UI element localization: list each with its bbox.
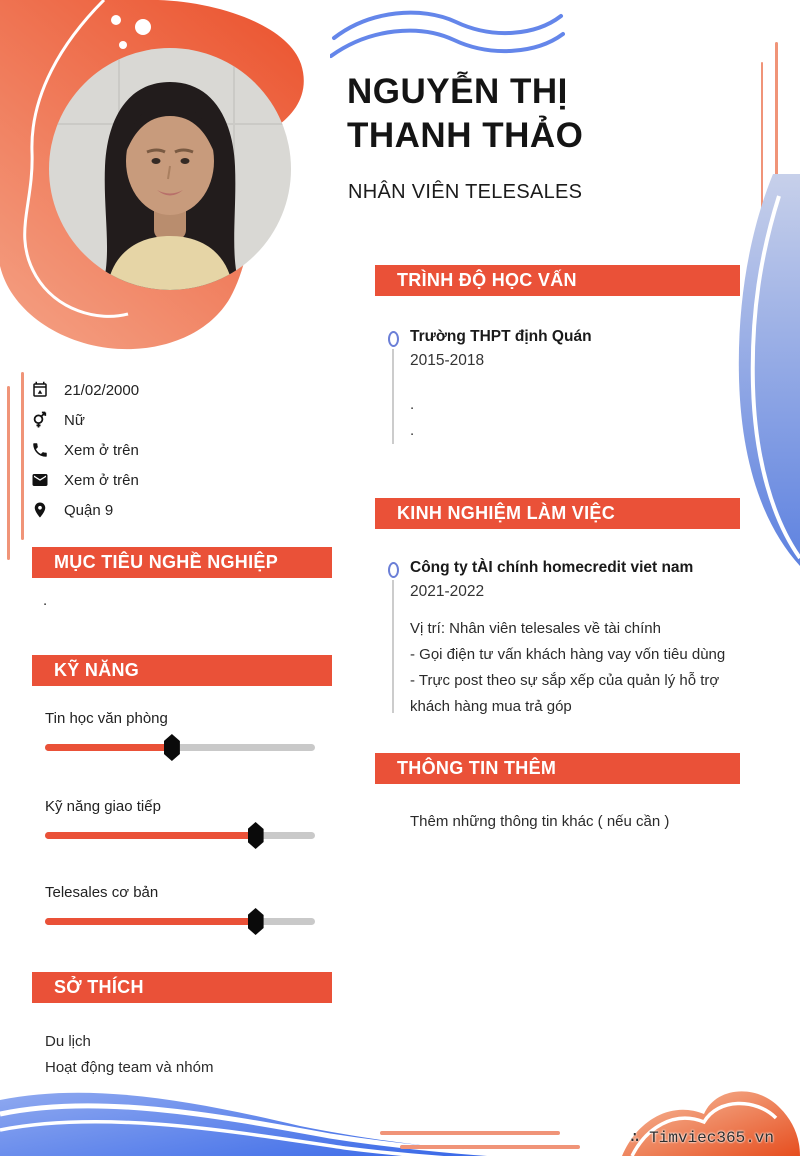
candidate-name-line2: THANH THẢO bbox=[347, 116, 584, 155]
skill-label: Telesales cơ bản bbox=[45, 884, 159, 901]
timeline-line bbox=[392, 580, 394, 713]
skill-slider[interactable] bbox=[45, 822, 315, 849]
school-name: Trường THPT định Quán bbox=[410, 328, 592, 345]
profile-photo bbox=[49, 48, 291, 290]
experience-detail: - Trực post theo sự sắp xếp của quản lý hỗ trợ khách hàng mua trả góp bbox=[410, 672, 720, 715]
skill-label: Kỹ năng giao tiếp bbox=[45, 798, 161, 815]
experience-detail: Vị trí: Nhân viên telesales về tài chính bbox=[410, 620, 661, 637]
contact-info-list bbox=[30, 375, 310, 525]
dob-value: 21/02/2000 bbox=[64, 381, 140, 399]
job-title: NHÂN VIÊN TELESALES bbox=[348, 181, 583, 203]
skill-item bbox=[45, 798, 315, 858]
left-accent-line bbox=[21, 372, 24, 540]
education-note: . bbox=[410, 422, 415, 439]
education-section-title: TRÌNH ĐỘ HỌC VẤN bbox=[397, 270, 577, 290]
experience-entry bbox=[375, 559, 740, 720]
experience-detail: - Gọi điện tư vấn khách hàng vay vốn tiêu dùng bbox=[410, 646, 726, 663]
contact-row-email bbox=[30, 465, 310, 495]
experience-details bbox=[410, 616, 742, 720]
contact-row-address bbox=[30, 495, 310, 525]
candidate-name bbox=[347, 70, 583, 158]
objective-section-header bbox=[32, 547, 332, 578]
left-accent-line bbox=[7, 386, 10, 560]
side-petal-decoration bbox=[733, 168, 800, 568]
additional-section-title: THÔNG TIN THÊM bbox=[397, 758, 557, 778]
timeline-line bbox=[392, 349, 394, 444]
hobbies-section-header bbox=[32, 972, 332, 1003]
timeline-marker-icon bbox=[388, 562, 399, 578]
skill-label: Tin học văn phòng bbox=[45, 710, 168, 727]
skills-section-title: KỸ NĂNG bbox=[54, 660, 140, 680]
education-entry bbox=[375, 328, 740, 439]
location-icon bbox=[30, 500, 50, 520]
slider-handle[interactable] bbox=[248, 908, 264, 935]
email-icon bbox=[30, 470, 50, 490]
gender-icon bbox=[30, 410, 50, 430]
brand-logo: ∴ Timviec365.vn bbox=[629, 1129, 774, 1147]
footer-accent-line bbox=[380, 1131, 560, 1135]
contact-row-phone bbox=[30, 435, 310, 465]
hobbies-section-title: SỞ THÍCH bbox=[54, 977, 144, 997]
phone-icon bbox=[30, 440, 50, 460]
footer-accent-line bbox=[400, 1145, 580, 1149]
slider-fill bbox=[45, 832, 256, 839]
slider-fill bbox=[45, 744, 172, 751]
skills-section-header bbox=[32, 655, 332, 686]
skill-slider[interactable] bbox=[45, 734, 315, 761]
candidate-name-line1: NGUYỄN THỊ bbox=[347, 72, 568, 111]
timeline-marker-icon bbox=[388, 331, 399, 347]
gender-value: Nữ bbox=[64, 411, 85, 429]
phone-value: Xem ở trên bbox=[64, 441, 139, 459]
education-years: 2015-2018 bbox=[410, 352, 485, 369]
contact-row-gender bbox=[30, 405, 310, 435]
skill-item bbox=[45, 884, 315, 944]
hobby-item: Hoạt động team và nhóm bbox=[45, 1059, 214, 1076]
email-value: Xem ở trên bbox=[64, 471, 139, 489]
company-name: Công ty tÀI chính homecredit viet nam bbox=[410, 559, 694, 576]
header-wave-decoration bbox=[330, 6, 565, 68]
education-note: . bbox=[410, 396, 415, 413]
objective-content: . bbox=[43, 592, 48, 609]
calendar-icon bbox=[30, 380, 50, 400]
education-section-header bbox=[375, 265, 740, 296]
additional-section-header bbox=[375, 753, 740, 784]
slider-fill bbox=[45, 918, 256, 925]
experience-section-title: KINH NGHIỆM LÀM VIỆC bbox=[397, 503, 616, 523]
objective-section-title: MỤC TIÊU NGHỀ NGHIỆP bbox=[54, 552, 279, 572]
portrait-illustration bbox=[49, 48, 291, 290]
skill-slider[interactable] bbox=[45, 908, 315, 935]
experience-years: 2021-2022 bbox=[410, 583, 485, 600]
experience-section-header bbox=[375, 498, 740, 529]
contact-row-dob bbox=[30, 375, 310, 405]
hobby-item: Du lịch bbox=[45, 1033, 91, 1050]
slider-handle[interactable] bbox=[248, 822, 264, 849]
skill-item bbox=[45, 710, 315, 770]
slider-handle[interactable] bbox=[164, 734, 180, 761]
address-value: Quận 9 bbox=[64, 501, 114, 519]
additional-content: Thêm những thông tin khác ( nếu cần ) bbox=[410, 813, 670, 830]
